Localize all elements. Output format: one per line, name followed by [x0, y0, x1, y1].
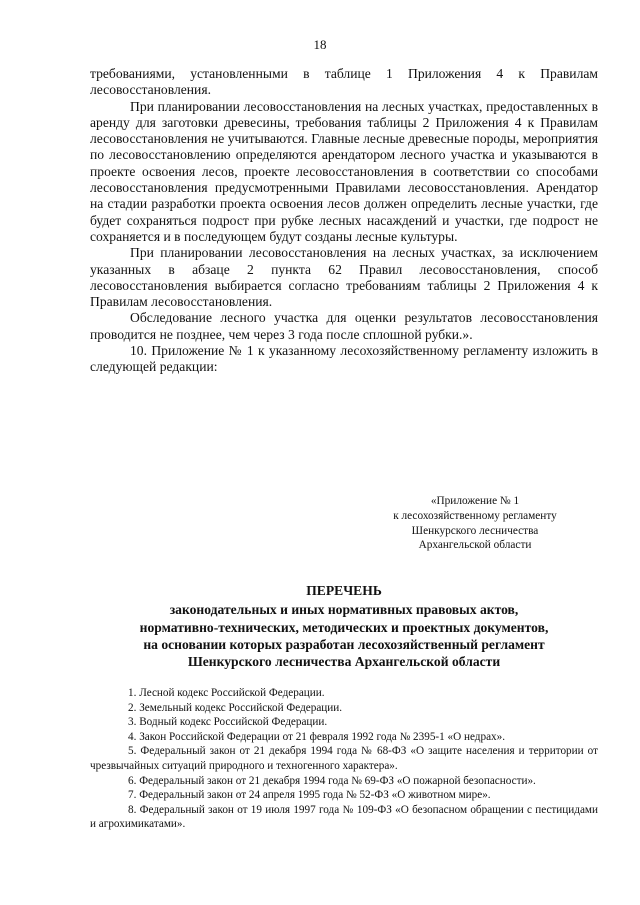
list-item: 3. Водный кодекс Российской Федерации. — [128, 716, 328, 729]
list-title-line: законодательных и иных нормативных правовых актов, — [169, 602, 519, 618]
list-item: 7. Федеральный закон от 24 апреля 1995 года № 52-ФЗ «О животном мире». — [128, 789, 491, 802]
paragraph-continuation: требованиями, установленными в таблице 1 Приложения 4 к Правилам лесовосстановления. — [90, 66, 598, 98]
body-text — [90, 66, 598, 376]
list-item: 4. Закон Российской Федерации от 21 февраля 1992 года № 2395-1 «О недрах». — [128, 730, 506, 743]
paragraph-item-10: 10. Приложение № 1 к указанному лесохозяйственному регламенту изложить в следующей редакции: — [90, 343, 598, 375]
paragraph-other-plots: При планировании лесовосстановления на лесных участках, за исключением указанных в абзаце 2 пункта 62 Правил лесовосстановления, способ лесовосстановления выбирается согласно требованиям таблицы 2 Приложения 4 к Правилам лесовосстановления. — [90, 245, 598, 310]
appendix-note-line: Шенкурского лесничества — [411, 524, 539, 537]
paragraph-lease-planning: При планировании лесовосстановления на лесных участках, предоставленных в аренду для заготовки древесины, требования таблицы 2 Приложения 4 к Правилам лесовосстановления не учитываются. Главные лесные древесные породы, мероприятия по лесовосстановлению определяются арендатором лесного участка и указываются в проекте освоения лесов, проекте лесовосстановления в соответствии со способами лесовосстановления предусмотренными Правилами лесовосстановления. Арендатор на стадии разработки проекта освоения лесов должен определить лесные участки, где будет сохраняться подрост при рубке лесных насаждений и участки, где подрост не сохраняется и в последующем будут созданы лесные культуры. — [90, 98, 598, 244]
list-item: 6. Федеральный закон от 21 декабря 1994 года № 69-ФЗ «О пожарной безопасности». — [128, 774, 536, 787]
list-title — [90, 582, 598, 670]
appendix-note-line: Архангельской области — [418, 539, 532, 552]
list-heading: ПЕРЕЧЕНЬ — [306, 583, 382, 598]
list-item: 1. Лесной кодекс Российской Федерации. — [128, 687, 325, 699]
law-list — [90, 686, 598, 832]
list-title-line: на основании которых разработан лесохозяйственный регламент — [143, 636, 545, 652]
appendix-note — [360, 494, 590, 553]
paragraph-inspection: Обследование лесного участка для оценки результатов лесовосстановления проводится не позднее, чем через 3 года после сплошной рубки.». — [90, 310, 598, 342]
list-item: 8. Федеральный закон от 19 июля 1997 года № 109-ФЗ «О безопасном обращении с пестицидами и агрохимикатами». — [90, 803, 598, 831]
list-item: 2. Земельный кодекс Российской Федерации. — [128, 701, 343, 714]
appendix-note-line: «Приложение № 1 — [430, 495, 520, 507]
list-title-line: Шенкурского лесничества Архангельской области — [187, 654, 501, 670]
list-title-line: нормативно-технических, методических и проектных документов, — [139, 619, 549, 635]
list-item: 5. Федеральный закон от 21 декабря 1994 года № 68-ФЗ «О защите населения и территории от чрезвычайных ситуаций природного и техногенного характера». — [90, 745, 598, 772]
page-number: 18 — [313, 37, 327, 52]
appendix-note-line: к лесохозяйственному регламенту — [393, 509, 557, 522]
